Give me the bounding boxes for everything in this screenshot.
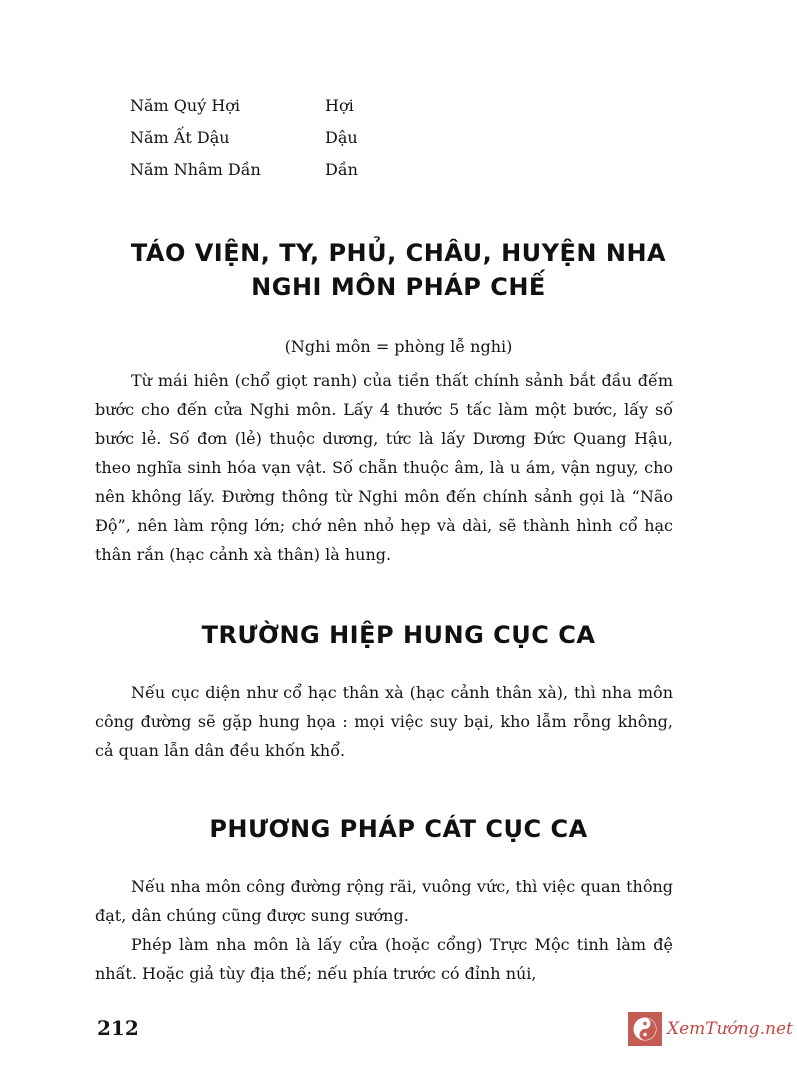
body-paragraph: Từ mái hiên (chổ giọt ranh) của tiền thất chính sảnh bắt đầu đếm bước cho đến cửa Nghi môn. Lấy 4 thước 5 tấc làm một bước, lấy số bước lẻ. Số đơn (lẻ) thuộc dương, tức là lấy Dương Đức Quang Hậu, theo nghĩa sinh hóa vạn vật. Số chẵn thuộc âm, là u ám, vận nguy, cho nên không lấy. Đường thông từ Nghi môn đến chính sảnh gọi là “Não Độ”, nên làm rộng lớn; chớ nên nhỏ hẹp và dài, sẽ thành hình cổ hạc thân rắn (hạc cảnh xà thân) là hung. [95,371,673,564]
section-heading-truong-hiep: TRƯỜNG HIỆP HUNG CỤC CA [201,621,596,649]
heading-line-2: NGHI MÔN PHÁP CHẾ [251,273,546,301]
heading-line-1: TÁO VIỆN, TY, PHỦ, CHÂU, HUYỆN NHA [130,239,667,267]
year-row [130,122,358,154]
section-heading-tao-vien [0,236,797,304]
year-branch: Dậu [325,128,358,147]
year-table [130,90,358,186]
year-name: Năm Ất Dậu [130,128,230,147]
section-heading-phuong-phap: PHƯƠNG PHÁP CÁT CỤC CA [209,815,588,843]
page-number: 212 [97,1016,139,1040]
body-paragraph: Nếu cục diện như cổ hạc thân xà (hạc cảnh thân xà), thì nha môn công đường sẽ gặp hung họa : mọi việc suy bại, kho lẫm rỗng không, cả quan lẫn dân đều khốn khổ. [95,683,673,760]
site-watermark [628,1012,793,1046]
year-branch: Dần [325,160,358,179]
year-name: Năm Nhâm Dần [130,160,261,179]
section-subtitle: (Nghi môn = phòng lễ nghi) [284,337,513,356]
body-paragraph: Nếu nha môn công đường rộng rãi, vuông vức, thì việc quan thông đạt, dân chúng cũng được sung sướng. [95,877,673,925]
yin-yang-icon [628,1012,662,1046]
watermark-text: XemTướng.net [667,1019,793,1039]
year-row [130,90,358,122]
year-name: Năm Quý Hợi [130,96,241,115]
body-paragraph: Phép làm nha môn là lấy cửa (hoặc cổng) Trực Mộc tinh làm đệ nhất. Hoặc giả tùy địa thế; nếu phía trước có đỉnh núi, [95,935,673,983]
year-row [130,154,358,186]
year-branch: Hợi [325,96,354,115]
